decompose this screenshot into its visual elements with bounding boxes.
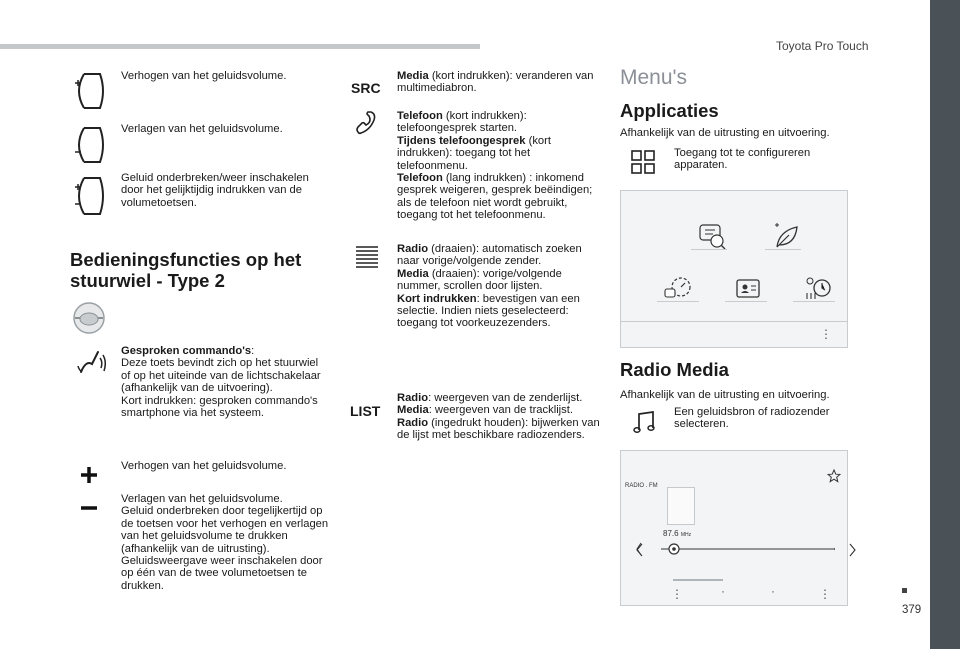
vol-down-line: Verlagen van het geluidsvolume.	[121, 493, 283, 505]
list-desc	[397, 392, 602, 442]
frequency-readout	[663, 529, 691, 538]
volume-down-wheel-icon	[70, 124, 110, 166]
minus-icon	[79, 504, 99, 512]
voice-label: Gesproken commando's	[121, 345, 252, 357]
radio-dot-1[interactable]: ·	[721, 584, 725, 598]
previous-station-icon[interactable]	[635, 543, 645, 557]
unmute-line: Geluidsweergave weer inschakelen door op één van de twee volumetoetsen te drukken.	[121, 555, 323, 592]
steering-wheel-icon	[72, 301, 106, 335]
radio-bold-3: Kort indrukken	[397, 292, 477, 305]
src-desc	[397, 70, 597, 95]
list-bold-2: Media	[397, 404, 429, 417]
tel-bold-2: Tijdens telefoongesprek	[397, 134, 526, 147]
apps-more-icon[interactable]: ⋮	[820, 327, 832, 341]
music-note-icon	[632, 410, 656, 434]
vol-down-desc-2	[121, 493, 331, 592]
tel-bold-3: Telefoon	[397, 172, 443, 185]
apps-dependency: Afhankelijk van de uitrusting en uitvoering.	[620, 127, 830, 139]
src-text: (kort indrukken): veranderen van multimediabron.	[397, 70, 594, 95]
station-artwork	[667, 487, 695, 525]
apps-title: Applicaties	[620, 100, 719, 121]
frequency-slider[interactable]	[635, 541, 835, 557]
list-text-2: : weergeven van de tracklijst.	[428, 404, 573, 417]
volume-up-wheel-icon	[70, 70, 110, 112]
apps-desc: Toegang tot te configureren apparaten.	[674, 147, 811, 172]
phone-icon	[354, 110, 380, 136]
radio-bold-1: Radio	[397, 243, 429, 255]
page-number: 379	[902, 604, 922, 616]
phone-desc	[397, 110, 597, 222]
eco-underline	[765, 249, 801, 250]
list-bold-3: Radio	[397, 416, 429, 429]
page-edge-tab	[930, 0, 960, 649]
tel-bold-1: Telefoon	[397, 110, 443, 122]
next-station-icon[interactable]	[847, 543, 857, 557]
list-text-3: (ingedrukt houden): bijwerken van de lijst met beschikbare radiozenders.	[397, 416, 600, 442]
menus-title: Menu's	[620, 66, 688, 89]
band-label: RADIO . FM	[625, 483, 658, 489]
timer-underline	[793, 301, 835, 302]
voice-command-desc	[121, 345, 321, 419]
radio-bold-2: Media	[397, 267, 429, 280]
running-header: Toyota Pro Touch	[776, 39, 869, 53]
radio-text-1: (draaien): automatisch zoeken naar vorige/volgende zender.	[397, 243, 582, 268]
radio-dependency: Afhankelijk van de uitrusting en uitvoering.	[620, 389, 830, 401]
radio-wheel-desc	[397, 243, 602, 330]
section-title-steering	[70, 249, 330, 291]
apps-footer-rule	[621, 321, 847, 322]
contacts-underline	[725, 301, 767, 302]
radio-dot-2[interactable]: ·	[771, 584, 775, 598]
mute-wheel-icon	[70, 174, 110, 218]
frequency-value: 87.6	[663, 529, 679, 538]
mute-desc-1: Geluid onderbreken/weer inschakelen door het gelijktijdig indrukken van de volumetoetsen.	[121, 172, 309, 209]
frequency-unit: MHz	[680, 532, 692, 538]
voice-colon: :	[251, 345, 255, 357]
header-rule	[0, 44, 480, 49]
tel-text-3: (lang indrukken) : inkomend gesprek weigeren, gesprek beëindigen; als de telefoon niet wordt gebruikt, toegang tot het telefoonmenu.	[397, 172, 593, 222]
apps-grid-icon	[631, 150, 655, 174]
list-bold-1: Radio	[397, 392, 429, 404]
section-title-line2: stuurwiel - Type 2	[70, 270, 225, 291]
src-bold: Media	[397, 70, 429, 82]
favorite-star-icon[interactable]	[827, 469, 841, 483]
src-label: SRC	[351, 80, 381, 96]
vol-up-desc-1: Verhogen van het geluidsvolume.	[121, 70, 287, 82]
radio-desc: Een geluidsbron of radiozender selecteren.	[674, 406, 830, 431]
voice-command-icon	[76, 346, 106, 380]
plus-icon	[79, 465, 99, 485]
radio-text-2: (draaien): vorige/volgende nummer, scrollen door lijsten.	[397, 267, 562, 293]
radio-media-title: Radio Media	[620, 359, 729, 380]
tel-text-1: (kort indrukken): telefoongesprek starten.	[397, 110, 527, 135]
page-marker	[902, 588, 907, 593]
voice-location: Deze toets bevindt zich op het stuurwiel of op het uiteinde van de lichtschakelaar (afhankelijk van de uitvoering).	[121, 357, 321, 395]
section-title-line1: Bedieningsfuncties op het	[70, 249, 302, 270]
radio-text-3: : bevestigen van een selectie. Indien niets geselecteerd: toegang tot voorkeuzezenders.	[397, 292, 580, 330]
radio-more-icon[interactable]: ⋮	[819, 587, 831, 601]
voice-short-press: Kort indrukken: gesproken commando's smartphone via het systeem.	[121, 394, 318, 420]
active-tab-indicator	[673, 579, 723, 581]
mute-line: Geluid onderbreken door tegelijkertijd op de toetsen voor het verhogen en verlagen van het geluidsvolume te drukken (afhankelijk van de uitrusting).	[121, 505, 329, 555]
radio-screen	[620, 450, 848, 606]
vol-up-desc-2: Verhogen van het geluidsvolume.	[121, 460, 287, 472]
radio-menu-icon[interactable]: ⋮	[671, 587, 683, 601]
list-label: LIST	[350, 403, 381, 419]
vol-down-desc-1: Verlagen van het geluidsvolume.	[121, 123, 283, 135]
apps-screen	[620, 190, 848, 348]
tel-text-2: (kort indrukken): toegang tot het telefoonmenu.	[397, 134, 551, 172]
thumbwheel-icon	[354, 243, 380, 269]
list-text-1: : weergeven van de zenderlijst.	[428, 392, 583, 404]
gauge-underline	[657, 301, 699, 302]
sms-underline	[691, 249, 727, 250]
